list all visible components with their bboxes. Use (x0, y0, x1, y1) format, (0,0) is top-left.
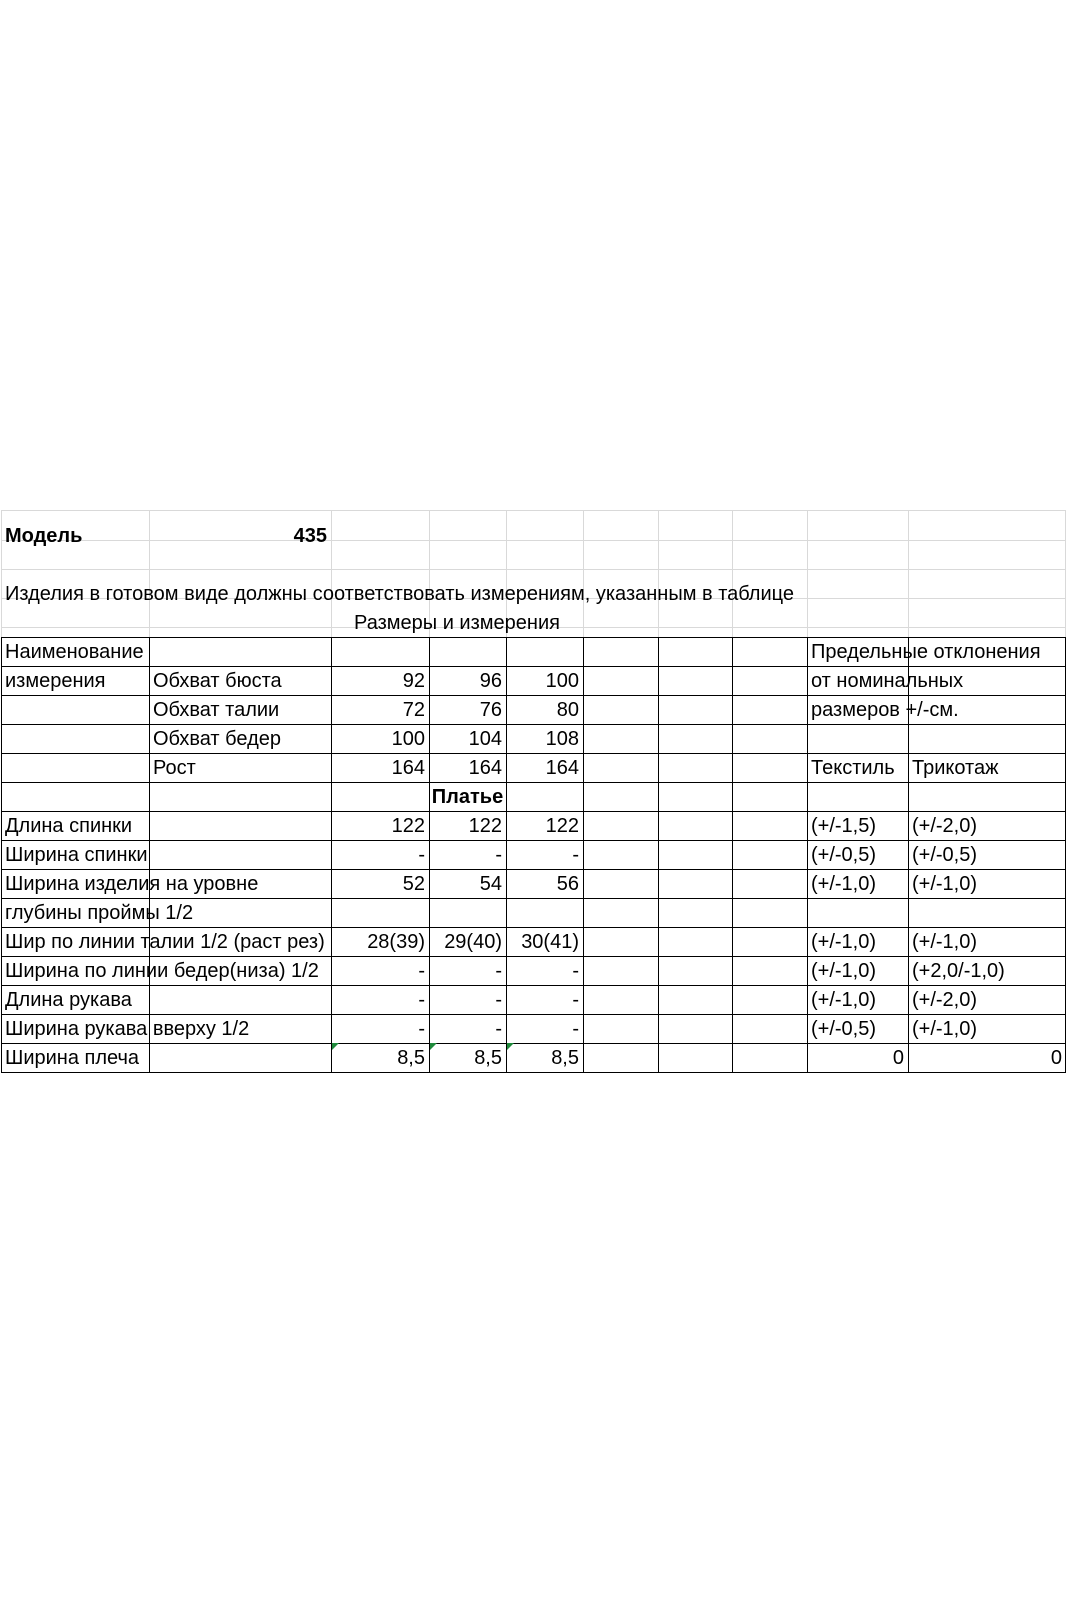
size-value: 30(41) (521, 931, 579, 953)
textile-tolerance: (+/-1,0) (811, 960, 877, 982)
deviation-header-line2: от номинальных (811, 670, 964, 692)
size-value: 52 (402, 873, 425, 895)
measurement-spreadsheet (1, 520, 1066, 1080)
knit-tolerance: (+/-0,5) (912, 844, 978, 866)
cell-comment-marker (332, 1043, 339, 1050)
size-value: - (572, 989, 579, 1011)
textile-tolerance: (+/-1,0) (811, 931, 877, 953)
size-value: 92 (402, 670, 425, 692)
size-value: - (418, 989, 425, 1011)
knit-tolerance: (+/-2,0) (912, 989, 978, 1011)
size-value: - (572, 960, 579, 982)
grid-line (908, 510, 909, 637)
measurement-name: Рост (153, 757, 196, 779)
sizes-header: Размеры и измерения (354, 612, 560, 634)
size-value: - (495, 989, 502, 1011)
grid-line (583, 637, 584, 1072)
knit-tolerance: (+/-1,0) (912, 1018, 978, 1040)
size-value: 80 (556, 699, 579, 721)
size-value: 54 (479, 873, 502, 895)
size-value: 28(39) (367, 931, 425, 953)
grid-line (807, 510, 808, 637)
knit-tolerance: (+/-2,0) (912, 815, 978, 837)
knit-tolerance: (+/-1,0) (912, 873, 978, 895)
requirement-note: Изделия в готовом виде должны соответствовать измерениям, указанным в таблице (5, 583, 795, 605)
size-value: 108 (545, 728, 579, 750)
name-header-line1: Наименование (5, 641, 144, 663)
size-value: 8,5 (551, 1047, 579, 1069)
textile-tolerance: (+/-0,5) (811, 1018, 877, 1040)
size-value: 164 (545, 757, 579, 779)
textile-tolerance: (+/-0,5) (811, 844, 877, 866)
garment-measure-name: глубины проймы 1/2 (5, 902, 194, 924)
size-value: 56 (556, 873, 579, 895)
measurement-name: Обхват бедер (153, 728, 281, 750)
fabric-knit: Трикотаж (912, 757, 999, 779)
size-value: - (572, 1018, 579, 1040)
grid-line (658, 637, 659, 1072)
garment-measure-name: Ширина по линии бедер(низа) 1/2 (5, 960, 319, 982)
size-value: 72 (402, 699, 425, 721)
garment-measure-name: Ширина рукава вверху 1/2 (5, 1018, 250, 1040)
size-value: 164 (468, 757, 502, 779)
fabric-textile: Текстиль (811, 757, 895, 779)
model-label: Модель (5, 525, 83, 547)
knit-tolerance: 0 (1050, 1047, 1062, 1069)
textile-tolerance: (+/-1,0) (811, 873, 877, 895)
textile-tolerance: (+/-1,5) (811, 815, 877, 837)
size-value: 122 (391, 815, 425, 837)
size-value: 122 (545, 815, 579, 837)
deviation-header-line1: Предельные отклонения (811, 641, 1041, 663)
garment-measure-name: Длина рукава (5, 989, 132, 1011)
size-value: - (495, 960, 502, 982)
garment-measure-name: Ширина спинки (5, 844, 148, 866)
size-value: 164 (391, 757, 425, 779)
knit-tolerance: (+/-1,0) (912, 931, 978, 953)
garment-measure-name: Длина спинки (5, 815, 133, 837)
textile-tolerance: (+/-1,0) (811, 989, 877, 1011)
size-value: 76 (479, 699, 502, 721)
size-value: 29(40) (444, 931, 502, 953)
deviation-header-line3: размеров +/-см. (811, 699, 959, 721)
size-value: - (418, 844, 425, 866)
size-value: - (495, 844, 502, 866)
grid-line (1, 510, 1065, 511)
size-value: - (495, 1018, 502, 1040)
grid-line (583, 510, 584, 637)
measurement-name: Обхват бюста (153, 670, 282, 692)
size-value: 8,5 (397, 1047, 425, 1069)
garment-measure-name: Ширина плеча (5, 1047, 140, 1069)
garment-measure-name: Шир по линии талии 1/2 (раст рез) (5, 931, 325, 953)
grid-line (658, 510, 659, 637)
size-value: - (418, 1018, 425, 1040)
grid-line (732, 637, 733, 1072)
size-value: 100 (545, 670, 579, 692)
cell-comment-marker (430, 1043, 437, 1050)
measurement-name: Обхват талии (153, 699, 280, 721)
size-value: 104 (468, 728, 502, 750)
cell-comment-marker (507, 1043, 514, 1050)
model-number: 435 (293, 525, 327, 547)
grid-line (1, 569, 1065, 570)
size-value: 100 (391, 728, 425, 750)
garment-measure-name: Ширина изделия на уровне (5, 873, 259, 895)
grid-line (732, 510, 733, 637)
size-value: - (572, 844, 579, 866)
knit-tolerance: (+2,0/-1,0) (912, 960, 1005, 982)
size-value: 8,5 (474, 1047, 502, 1069)
garment-title: Платье (431, 786, 504, 808)
size-value: 96 (479, 670, 502, 692)
size-value: 122 (468, 815, 502, 837)
size-value: - (418, 960, 425, 982)
textile-tolerance: 0 (892, 1047, 904, 1069)
name-header-line2: измерения (5, 670, 106, 692)
